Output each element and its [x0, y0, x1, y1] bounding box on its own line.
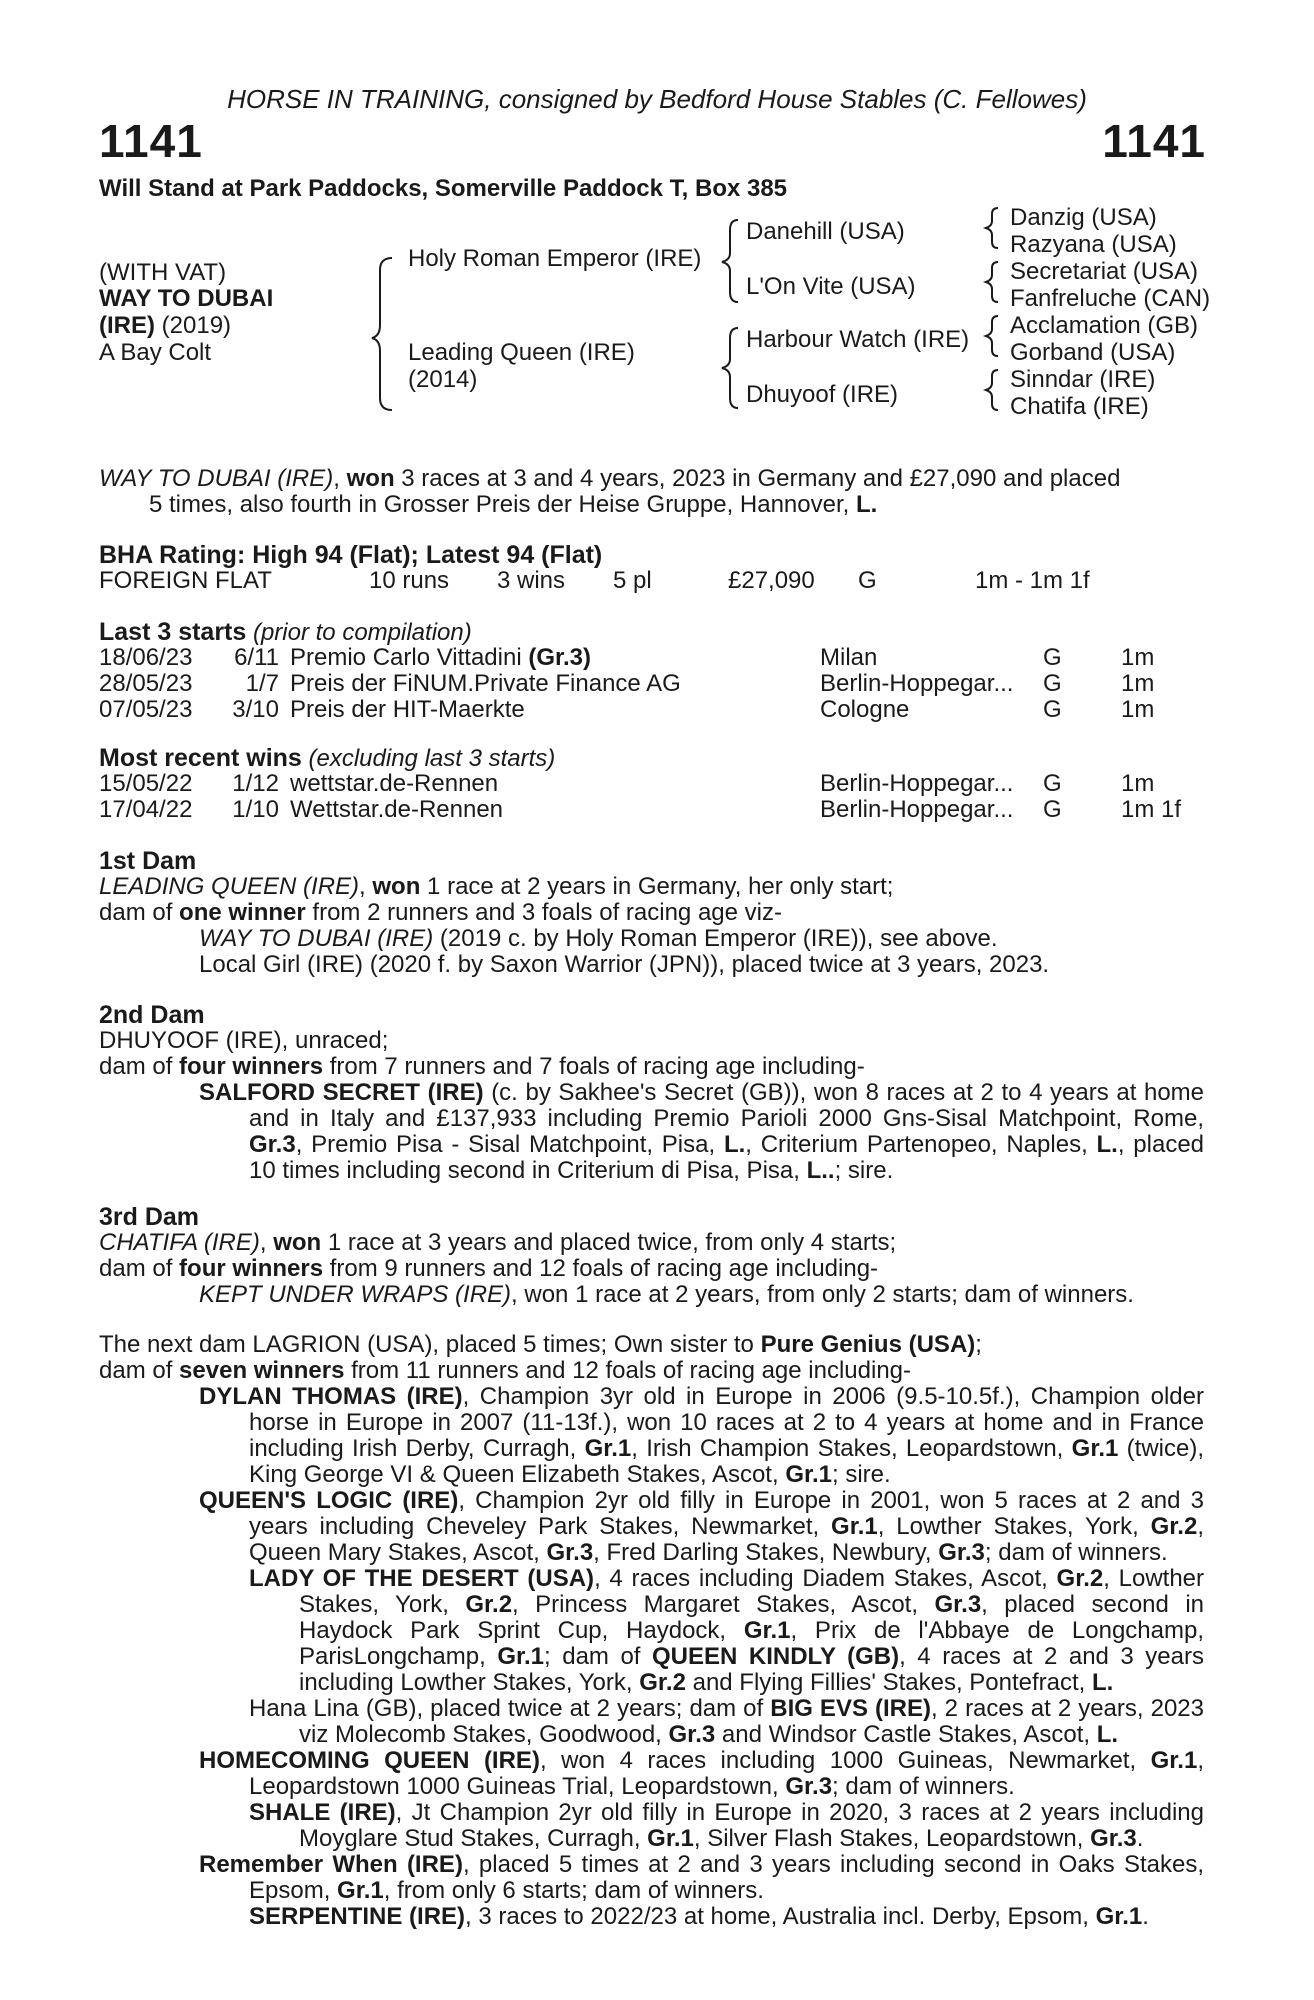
dam-year: (2014) — [408, 366, 478, 393]
second-dam-section: 2nd Dam DHUYOOF (IRE), unraced; dam of four winners from 7 runners and 7 foals of racing age including- SALFORD SECRET (IRE) (c. by Sakhee's Secret (GB)), won 8 races at 2 to 4 years at home and in Italy and £137,933 including Premio Parioli 2000 Gns-Sisal Matchpoint, Rome, Gr.3, Premio Pisa - Sisal Matchpoint, Pisa, L., Criterium Partenopeo, Naples, L., placed 10 times including second in Criterium di Pisa, Pisa, L..; sire. — [99, 1001, 1205, 1184]
stand-location: Will Stand at Park Paddocks, Somerville Paddock T, Box 385 — [99, 175, 788, 202]
cell-pos: 6/11 — [234, 644, 279, 671]
cell-date: 07/05/23 — [99, 696, 193, 723]
horse-name: WAY TO DUBAI — [99, 285, 274, 312]
cell-race: Preis der HIT-Maerkte — [290, 696, 525, 723]
cell-date: 15/05/22 — [99, 770, 193, 797]
cell-race: Preis der FiNUM.Private Finance AG — [290, 670, 681, 697]
cell-date: 17/04/22 — [99, 796, 193, 823]
sire: Holy Roman Emperor (IRE) — [408, 245, 702, 272]
rating-row: FOREIGN FLAT 10 runs 3 wins 5 pl £27,090 G 1m - 1m 1f — [99, 567, 1090, 594]
cell-going: G — [1043, 696, 1062, 723]
pedigree-g3-1: Danzig (USA) — [1010, 204, 1157, 231]
cell-course: Berlin-Hoppegar... — [820, 770, 1014, 797]
cell-course: Milan — [820, 644, 878, 671]
cell-dist: 1m — [1121, 696, 1155, 723]
dam: Leading Queen (IRE) — [408, 339, 635, 366]
cell-date: 18/06/23 — [99, 644, 193, 671]
cell-pos: 1/7 — [245, 670, 279, 697]
cell-going: G — [1043, 796, 1062, 823]
pedigree-g3-5: Acclamation (GB) — [1010, 312, 1199, 339]
cell-race: Wettstar.de-Rennen — [290, 796, 504, 823]
lot-number-left: 1141 — [99, 115, 203, 167]
cell-going: G — [1043, 644, 1062, 671]
consignment-line: HORSE IN TRAINING, consigned by Bedford House Stables (C. Fellowes) — [227, 84, 1087, 114]
last-3-starts-title: Last 3 starts (prior to compilation) — [99, 618, 472, 646]
pedigree-g3-7: Sinndar (IRE) — [1010, 366, 1156, 393]
cell-race: Premio Carlo Vittadini (Gr.3) — [290, 644, 592, 671]
pedigree-g3-2: Razyana (USA) — [1010, 231, 1177, 258]
first-dam-section: 1st Dam LEADING QUEEN (IRE), won 1 race at 2 years in Germany, her only start; dam of one winner from 2 runners and 3 foals of racing age viz- WAY TO DUBAI (IRE) (2019 c. by Holy Roman Emperor (IRE)), see above. Local Girl (IRE) (2020 f. by Saxon Warrior (JPN)), placed twice at 3 years, 2023. — [99, 847, 1050, 978]
pedigree-g3-8: Chatifa (IRE) — [1010, 393, 1149, 420]
dam-sire: Harbour Watch (IRE) — [746, 326, 970, 353]
most-recent-wins-title: Most recent wins (excluding last 3 starts) — [99, 744, 556, 772]
dam-dam: Dhuyoof (IRE) — [746, 381, 899, 408]
cell-going: G — [1043, 770, 1062, 797]
cell-race: wettstar.de-Rennen — [290, 770, 499, 797]
horse-country-year: (IRE) (2019) — [99, 312, 232, 339]
race-summary: WAY TO DUBAI (IRE), won 3 races at 3 and 4 years, 2023 in Germany and £27,090 and placed 5 times, also fourth in Grosser Preis der Heise Gruppe, Hannover, L. — [99, 465, 1121, 518]
pedigree-g3-6: Gorband (USA) — [1010, 339, 1176, 366]
recent-win-row — [99, 771, 1219, 797]
pedigree-g3-3: Secretariat (USA) — [1010, 258, 1199, 285]
third-dam-section: 3rd Dam CHATIFA (IRE), won 1 race at 3 years and placed twice, from only 4 starts; dam of four winners from 9 runners and 12 foals of racing age including- KEPT UNDER WRAPS (IRE), won 1 race at 2 years, from only 2 starts; dam of winners. — [99, 1203, 1134, 1308]
cell-pos: 3/10 — [232, 696, 279, 723]
recent-win-row — [99, 797, 1219, 823]
cell-course: Cologne — [820, 696, 910, 723]
sire-dam: L'On Vite (USA) — [746, 273, 916, 300]
cell-dist: 1m 1f — [1121, 796, 1182, 823]
cell-course: Berlin-Hoppegar... — [820, 796, 1014, 823]
cell-pos: 1/12 — [232, 770, 279, 797]
vat-note: (WITH VAT) — [99, 259, 227, 286]
cell-dist: 1m — [1121, 644, 1155, 671]
cell-dist: 1m — [1121, 670, 1155, 697]
last-start-row — [99, 671, 1219, 697]
pedigree-g3-4: Fanfreluche (CAN) — [1010, 285, 1211, 312]
sire-sire: Danehill (USA) — [746, 218, 905, 245]
cell-course: Berlin-Hoppegar... — [820, 670, 1014, 697]
next-dam-section: The next dam LAGRION (USA), placed 5 times; Own sister to Pure Genius (USA); dam of seven winners from 11 runners and 12 foals of racing age including- DYLAN THOMAS (IRE), Champion 3yr old in Europe in 2006 (9.5-10.5f.), Champion older horse in Europe in 2007 (11-13f.), won 10 races at 2 to 4 years at home and in France including Irish Derby, Curragh, Gr.1, Irish Champion Stakes, Leopardstown, Gr.1 (twice), King George VI & Queen Elizabeth Stakes, Ascot, Gr.1; sire. QUEEN'S LOGIC (IRE), Champion 2yr old filly in Europe in 2001, won 5 races at 2 and 3 years including Cheveley Park Stakes, Newmarket, Gr.1, Lowther Stakes, York, Gr.2, Queen Mary Stakes, Ascot, Gr.3, Fred Darling Stakes, Newbury, Gr.3; dam of winners. LADY OF THE DESERT (USA), 4 races including Diadem Stakes, Ascot, Gr.2, Lowther Stakes, York, Gr.2, Princess Margaret Stakes, Ascot, Gr.3, placed second in Haydock Park Sprint Cup, Haydock, Gr.1, Prix de l'Abbaye de Longchamp, ParisLongchamp, Gr.1; dam of QUEEN KINDLY (GB), 4 races at 2 and 3 years including Lowther Stakes, York, Gr.2 and Flying Fillies' Stakes, Pontefract, L. Hana Lina (GB), placed twice at 2 years; dam of BIG EVS (IRE), 2 races at 2 years, 2023 viz Molecomb Stakes, Goodwood, Gr.3 and Windsor Castle Stakes, Ascot, L. HOMECOMING QUEEN (IRE), won 4 races including 1000 Guineas, Newmarket, Gr.1, Leopardstown 1000 Guineas Trial, Leopardstown, Gr.3; dam of winners. SHALE (IRE), Jt Champion 2yr old filly in Europe in 2020, 3 races at 2 years including Moyglare Stud Stakes, Curragh, Gr.1, Silver Flash Stakes, Leopardstown, Gr.3. Remember When (IRE), placed 5 times at 2 and 3 years including second in Oaks Stakes, Epsom, Gr.1, from only 6 starts; dam of winners. SERPENTINE (IRE), 3 races to 2022/23 at home, Australia incl. Derby, Epsom, Gr.1. — [99, 1331, 1205, 1930]
cell-going: G — [1043, 670, 1062, 697]
bha-rating-title: BHA Rating: High 94 (Flat); Latest 94 (Flat) — [99, 541, 603, 569]
cell-dist: 1m — [1121, 770, 1155, 797]
lot-number-right: 1141 — [1102, 115, 1206, 167]
cell-date: 28/05/23 — [99, 670, 193, 697]
last-start-row — [99, 645, 1219, 671]
last-start-row — [99, 697, 1219, 723]
cell-pos: 1/10 — [232, 796, 279, 823]
horse-description: A Bay Colt — [99, 339, 212, 366]
